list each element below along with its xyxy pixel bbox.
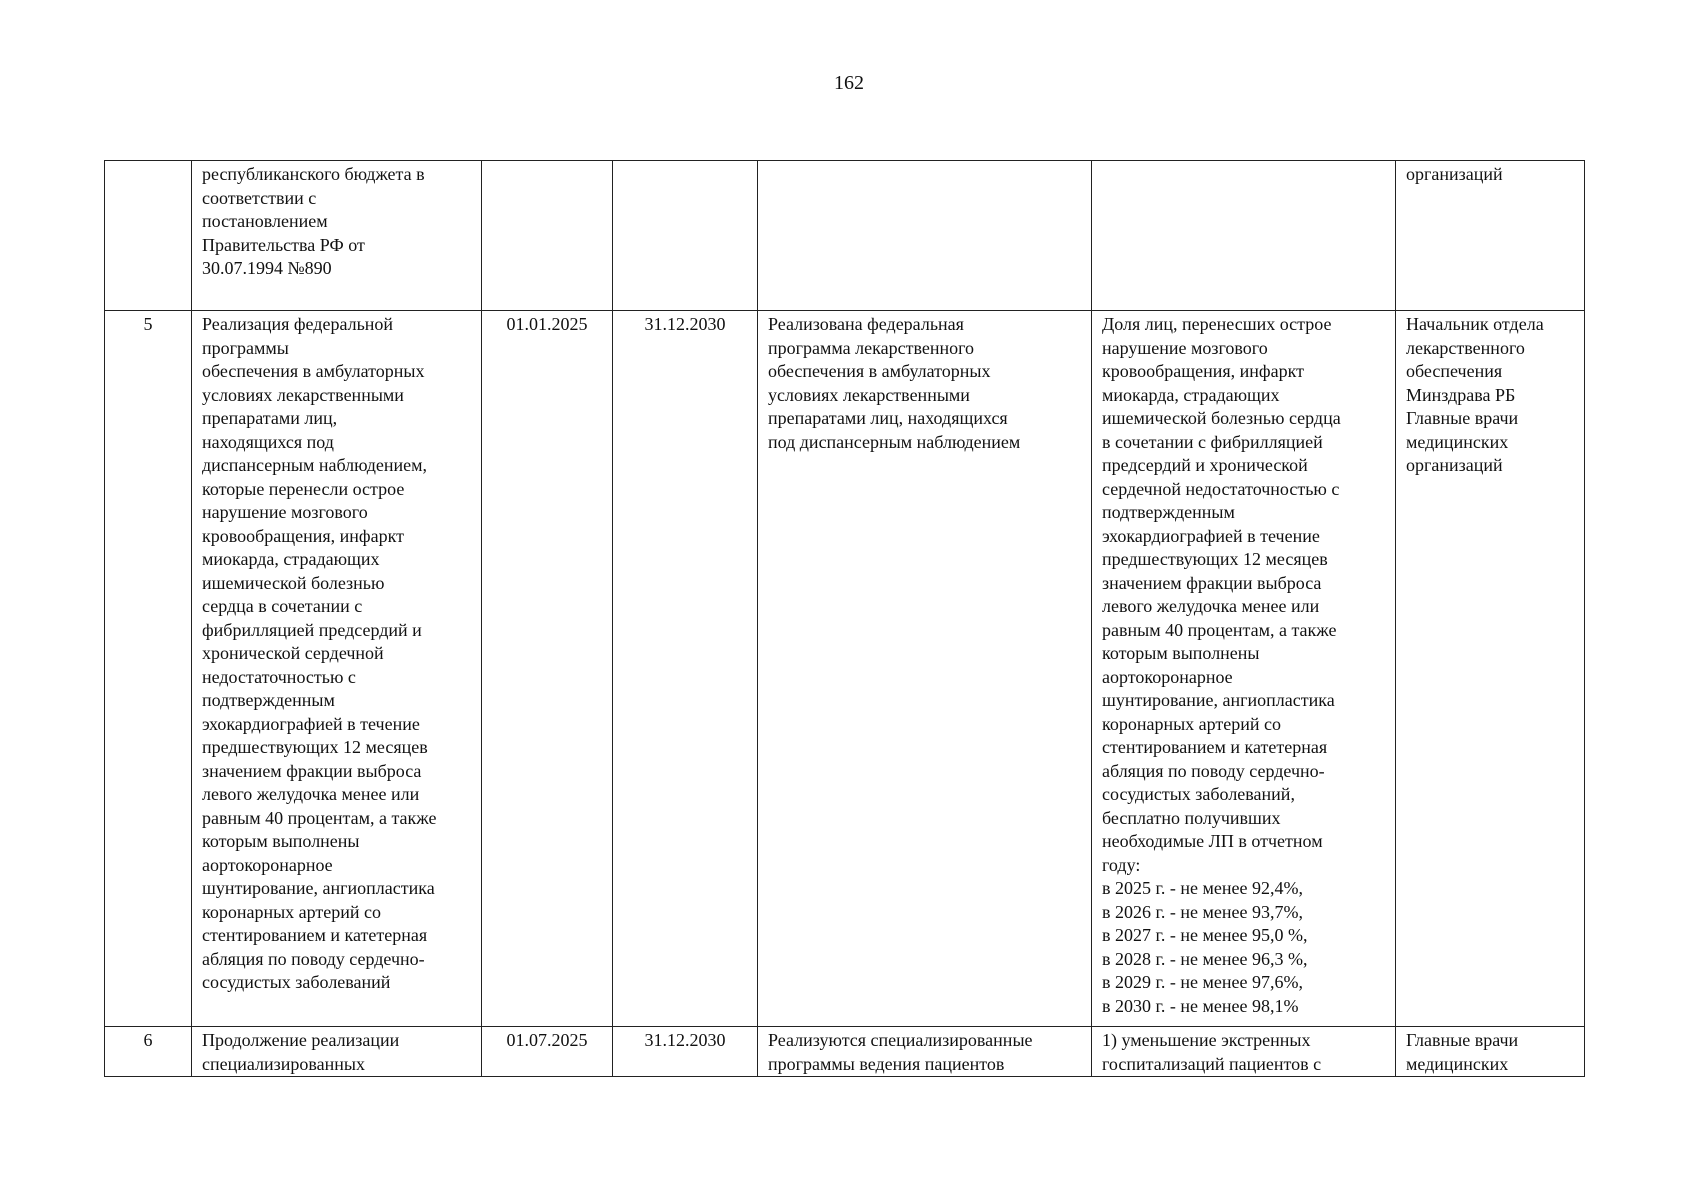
cell-text-line: соответствии с [202,187,317,208]
cell-text-line: году: [1102,854,1141,875]
cell-text-line: подтвержденным [202,690,335,710]
cell-text-line: шунтирование, ангиопластика [202,878,435,898]
cell-text-line: в 2025 г. - не менее 92,4%, [1102,878,1303,898]
table-row [105,1027,1585,1077]
cell-text-line: постановлением [202,211,328,231]
row-number-cell [105,161,192,311]
start-date-cell: 01.01.2025 [482,311,613,1027]
cell-text-line: коронарных артерий со [202,901,382,922]
cell-text-line: в 2029 г. - не менее 97,6%, [1102,972,1303,992]
cell-text-line: ишемической болезнью [202,572,385,593]
activity-cell [192,161,482,311]
cell-text-line: условиях лекарственными [768,384,970,405]
cell-text-line: под диспансерным наблюдением [768,431,1021,452]
cell-text-line: сосудистых заболеваний, [1102,784,1295,804]
cell-text-line: равным 40 процентам, а также [1102,619,1337,640]
end-date-cell [613,161,758,311]
cell-text-line: стентированием и катетерная [202,925,428,945]
cell-text-line: нарушение мозгового [202,502,368,522]
cell-text-line: обеспечения в амбулаторных [768,361,991,381]
cell-text-line: сердца в сочетании с [202,596,363,616]
result-cell [758,161,1092,311]
cell-text-line: в 2030 г. - не менее 98,1% [1102,995,1299,1016]
cell-text-line: медицинских [1406,1053,1509,1074]
cell-text-line: в сочетании с фибрилляцией [1102,431,1323,452]
cell-text-line: программы [202,337,289,358]
cell-text-line: недостаточностью с [202,666,356,687]
cell-text-line: Главные врачи [1406,1030,1519,1050]
cell-text-line: Доля лиц, перенесших острое [1102,314,1332,334]
cell-text-line: бесплатно получивших [1102,807,1281,828]
cell-text-line: в 2027 г. - не менее 95,0 %, [1102,925,1308,945]
cell-text-line: кровообращения, инфаркт [202,525,404,546]
start-date-cell [482,161,613,311]
cell-text-line: миокарда, страдающих [1102,384,1280,405]
cell-text-line: 30.07.1994 №890 [202,258,332,278]
cell-text-line: обеспечения [1406,361,1503,381]
cell-text-line: в 2026 г. - не менее 93,7%, [1102,901,1303,922]
cell-text-line: значением фракции выброса [202,760,422,781]
cell-text-line: Правительства РФ от [202,234,365,255]
row-number-cell: 5 [105,311,192,1027]
cell-text-line: аортокоронарное [202,854,333,875]
indicator-cell [1092,311,1396,1027]
cell-text-line: программы ведения пациентов [768,1053,1005,1074]
cell-text-line: хронической сердечной [202,643,384,663]
cell-text-line: миокарда, страдающих [202,549,380,569]
cell-text-line: в 2028 г. - не менее 96,3 %, [1102,948,1308,969]
cell-text-line: находящихся под [202,431,334,452]
cell-text-line: предсердий и хронической [1102,455,1308,475]
cell-text-line: препаратами лиц, находящихся [768,408,1008,428]
start-date-cell: 01.07.2025 [482,1027,613,1077]
cell-text-line: сосудистых заболеваний [202,972,391,992]
cell-text-line: Продолжение реализации [202,1030,400,1050]
cell-text-line: 1) уменьшение экстренных [1102,1030,1311,1050]
cell-text-line: программа лекарственного [768,337,975,358]
cell-text-line: предшествующих 12 месяцев [202,737,428,757]
cell-text-line: аортокоронарное [1102,666,1233,687]
cell-text-line: эхокардиографией в течение [202,713,420,734]
responsible-cell [1396,161,1585,311]
responsible-cell [1396,311,1585,1027]
cell-text-line: абляция по поводу сердечно- [202,948,425,969]
result-cell [758,1027,1092,1077]
cell-text-line: диспансерным наблюдением, [202,455,427,475]
activity-cell [192,1027,482,1077]
cell-text-line: коронарных артерий со [1102,713,1282,734]
cell-text-line: значением фракции выброса [1102,572,1322,593]
cell-text-line: которые перенесли острое [202,478,405,499]
cell-text-line: которым выполнены [1102,643,1260,663]
cell-text-line: нарушение мозгового [1102,337,1268,358]
cell-text-line: которым выполнены [202,831,360,851]
table-row [105,161,1585,311]
result-cell [758,311,1092,1027]
cell-text-line: Реализуются специализированные [768,1030,1033,1050]
end-date-cell: 31.12.2030 [613,311,758,1027]
cell-text-line: организаций [1406,164,1503,184]
cell-text-line: стентированием и катетерная [1102,737,1328,757]
cell-text-line: шунтирование, ангиопластика [1102,690,1335,710]
cell-text-line: левого желудочка менее или [1102,596,1320,616]
cell-text-line: обеспечения в амбулаторных [202,361,425,381]
cell-text-line: абляция по поводу сердечно- [1102,760,1325,781]
cell-text-line: Начальник отдела [1406,314,1544,334]
cell-text-line: Реализована федеральная [768,314,964,334]
cell-text-line: республиканского бюджета в [202,164,425,184]
cell-text-line: ишемической болезнью сердца [1102,408,1341,428]
cell-text-line: необходимые ЛП в отчетном [1102,831,1323,851]
activity-cell [192,311,482,1027]
cell-text-line: препаратами лиц, [202,408,338,428]
cell-text-line: эхокардиографией в течение [1102,525,1320,546]
cell-text-line: левого желудочка менее или [202,784,420,804]
cell-text-line: медицинских [1406,431,1509,452]
page-number: 162 [834,72,864,94]
end-date-cell: 31.12.2030 [613,1027,758,1077]
cell-text-line: подтвержденным [1102,502,1235,522]
cell-text-line: Реализация федеральной [202,314,394,334]
cell-text-line: предшествующих 12 месяцев [1102,549,1328,569]
indicator-cell [1092,161,1396,311]
cell-text-line: Главные врачи [1406,408,1519,428]
cell-text-line: организаций [1406,455,1503,475]
cell-text-line: специализированных [202,1053,365,1074]
plan-table [104,160,1585,1077]
cell-text-line: фибрилляцией предсердий и [202,619,422,640]
cell-text-line: условиях лекарственными [202,384,404,405]
cell-text-line: лекарственного [1406,337,1525,358]
cell-text-line: сердечной недостаточностью с [1102,478,1340,499]
cell-text-line: Минздрава РБ [1406,384,1516,405]
cell-text-line: кровообращения, инфаркт [1102,361,1304,381]
row-number-cell: 6 [105,1027,192,1077]
cell-text-line: госпитализаций пациентов с [1102,1053,1322,1074]
responsible-cell [1396,1027,1585,1077]
table-row [105,311,1585,1027]
indicator-cell [1092,1027,1396,1077]
cell-text-line: равным 40 процентам, а также [202,807,437,828]
